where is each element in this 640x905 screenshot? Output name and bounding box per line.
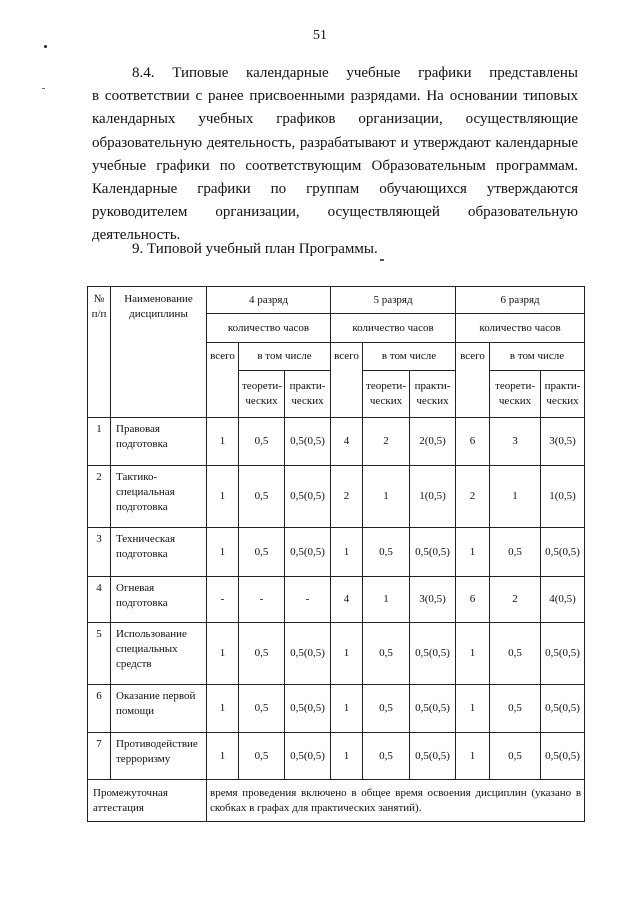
- cell-value: 0,5: [490, 528, 541, 577]
- cell-value: 1: [207, 685, 239, 733]
- row-name: Тактико-специальная подготовка: [111, 466, 207, 528]
- cell-value: 1: [456, 623, 490, 685]
- row-name: Противодействие терроризму: [111, 733, 207, 780]
- header-practice: практи-ческих: [410, 371, 456, 418]
- cell-value: 1: [207, 733, 239, 780]
- cell-value: 0,5(0,5): [541, 685, 585, 733]
- table-row: [88, 528, 585, 577]
- header-total: всего: [207, 343, 239, 418]
- cell-value: 1: [331, 528, 363, 577]
- cell-value: 1: [456, 528, 490, 577]
- cell-value: 1: [363, 466, 410, 528]
- cell-value: -: [207, 577, 239, 623]
- scan-speck: [44, 45, 47, 48]
- curriculum-table: [87, 286, 585, 822]
- cell-value: 0,5(0,5): [285, 528, 331, 577]
- cell-value: 0,5: [490, 685, 541, 733]
- header-total: всего: [456, 343, 490, 418]
- table-row: [88, 466, 585, 528]
- cell-value: 3(0,5): [410, 577, 456, 623]
- cell-value: -: [285, 577, 331, 623]
- header-including: в том числе: [490, 343, 585, 371]
- scan-speck: [380, 259, 384, 261]
- cell-value: 1: [456, 685, 490, 733]
- cell-value: 1(0,5): [541, 466, 585, 528]
- cell-value: 1: [207, 466, 239, 528]
- cell-value: 2: [490, 577, 541, 623]
- cell-value: 0,5(0,5): [410, 685, 456, 733]
- cell-value: 0,5(0,5): [285, 418, 331, 466]
- paragraph-line: учебные графики по соответствующим Образовательным программам.: [92, 157, 578, 174]
- cell-value: 4: [331, 418, 363, 466]
- cell-value: 2: [363, 418, 410, 466]
- row-num: 6: [88, 685, 111, 733]
- cell-value: 0,5(0,5): [541, 733, 585, 780]
- row-name: Правовая подготовка: [111, 418, 207, 466]
- cell-value: 1(0,5): [410, 466, 456, 528]
- header-grade-4: 4 разряд: [207, 287, 331, 314]
- cell-value: 4(0,5): [541, 577, 585, 623]
- paragraph-line: календарных учебных графиков организации, осуществляющие: [92, 111, 578, 128]
- cell-value: 0,5: [363, 623, 410, 685]
- header-hours: количество часов: [207, 314, 331, 343]
- cell-value: 1: [207, 418, 239, 466]
- row-name: Техническая подготовка: [111, 528, 207, 577]
- header-practice: практи-ческих: [541, 371, 585, 418]
- cell-value: 0,5(0,5): [541, 623, 585, 685]
- cell-value: 3: [490, 418, 541, 466]
- header-hours: количество часов: [331, 314, 456, 343]
- header-theory: теорети-ческих: [363, 371, 410, 418]
- cell-value: -: [239, 577, 285, 623]
- cell-value: 0,5(0,5): [410, 733, 456, 780]
- row-name: Использование специальных средств: [111, 623, 207, 685]
- cell-value: 1: [490, 466, 541, 528]
- section-9-heading: 9. Типовой учебный план Программы.: [132, 241, 378, 257]
- footer-text: время проведения включено в общее время освоения дисциплин (указано в скобках в графах для практических занятий).: [207, 780, 585, 822]
- cell-value: 0,5: [239, 623, 285, 685]
- cell-value: 0,5: [363, 685, 410, 733]
- cell-value: 0,5: [363, 733, 410, 780]
- table-row: [88, 418, 585, 466]
- cell-value: 0,5: [239, 733, 285, 780]
- table-row: [88, 685, 585, 733]
- cell-value: 1: [207, 623, 239, 685]
- row-num: 3: [88, 528, 111, 577]
- cell-value: 0,5: [490, 733, 541, 780]
- table-row: [88, 733, 585, 780]
- cell-value: 0,5: [239, 528, 285, 577]
- row-num: 7: [88, 733, 111, 780]
- scan-speck: [42, 88, 45, 89]
- cell-value: 0,5: [239, 466, 285, 528]
- cell-value: 0,5(0,5): [285, 685, 331, 733]
- header-hours: количество часов: [456, 314, 585, 343]
- cell-value: 0,5(0,5): [410, 623, 456, 685]
- header-theory: теорети-ческих: [239, 371, 285, 418]
- paragraph-line: руководителем организации, осуществляющей образовательную: [92, 204, 578, 221]
- cell-value: 1: [331, 733, 363, 780]
- row-num: 4: [88, 577, 111, 623]
- header-num: № п/п: [88, 287, 111, 418]
- cell-value: 0,5(0,5): [285, 466, 331, 528]
- table-footer-row: [88, 780, 585, 822]
- header-including: в том числе: [363, 343, 456, 371]
- cell-value: 2(0,5): [410, 418, 456, 466]
- cell-value: 0,5: [363, 528, 410, 577]
- cell-value: 0,5: [239, 418, 285, 466]
- cell-value: 0,5(0,5): [410, 528, 456, 577]
- header-name: Наименование дисциплины: [111, 287, 207, 418]
- table-row: [88, 623, 585, 685]
- cell-value: 4: [331, 577, 363, 623]
- cell-value: 0,5: [490, 623, 541, 685]
- cell-value: 1: [331, 685, 363, 733]
- cell-value: 1: [331, 623, 363, 685]
- cell-value: 2: [456, 466, 490, 528]
- cell-value: 6: [456, 418, 490, 466]
- cell-value: 1: [207, 528, 239, 577]
- cell-value: 0,5(0,5): [541, 528, 585, 577]
- header-including: в том числе: [239, 343, 331, 371]
- row-num: 1: [88, 418, 111, 466]
- row-name: Огневая подготовка: [111, 577, 207, 623]
- footer-label: Промежуточная аттестация: [88, 780, 207, 822]
- cell-value: 2: [331, 466, 363, 528]
- header-total: всего: [331, 343, 363, 418]
- row-num: 5: [88, 623, 111, 685]
- row-num: 2: [88, 466, 111, 528]
- table-row: [88, 577, 585, 623]
- cell-value: 0,5: [239, 685, 285, 733]
- paragraph-line: в соответствии с ранее присвоенными разрядами. На основании типовых: [92, 88, 578, 105]
- row-name: Оказание первой помощи: [111, 685, 207, 733]
- cell-value: 0,5(0,5): [285, 623, 331, 685]
- cell-value: 3(0,5): [541, 418, 585, 466]
- header-theory: теорети-ческих: [490, 371, 541, 418]
- header-practice: практи-ческих: [285, 371, 331, 418]
- paragraph-line: образовательную деятельность, разрабатывают и утверждают календарные: [92, 134, 578, 151]
- header-grade-6: 6 разряд: [456, 287, 585, 314]
- page-number: 51: [313, 28, 327, 43]
- section-8-4-paragraph: [92, 62, 578, 248]
- paragraph-line: Календарные графики по группам обучающихся утверждаются: [92, 181, 578, 198]
- cell-value: 1: [456, 733, 490, 780]
- cell-value: 0,5(0,5): [285, 733, 331, 780]
- paragraph-line: 8.4. Типовые календарные учебные графики представлены: [132, 65, 578, 81]
- header-grade-5: 5 разряд: [331, 287, 456, 314]
- cell-value: 6: [456, 577, 490, 623]
- cell-value: 1: [363, 577, 410, 623]
- paragraph-line: деятельность.: [92, 227, 181, 244]
